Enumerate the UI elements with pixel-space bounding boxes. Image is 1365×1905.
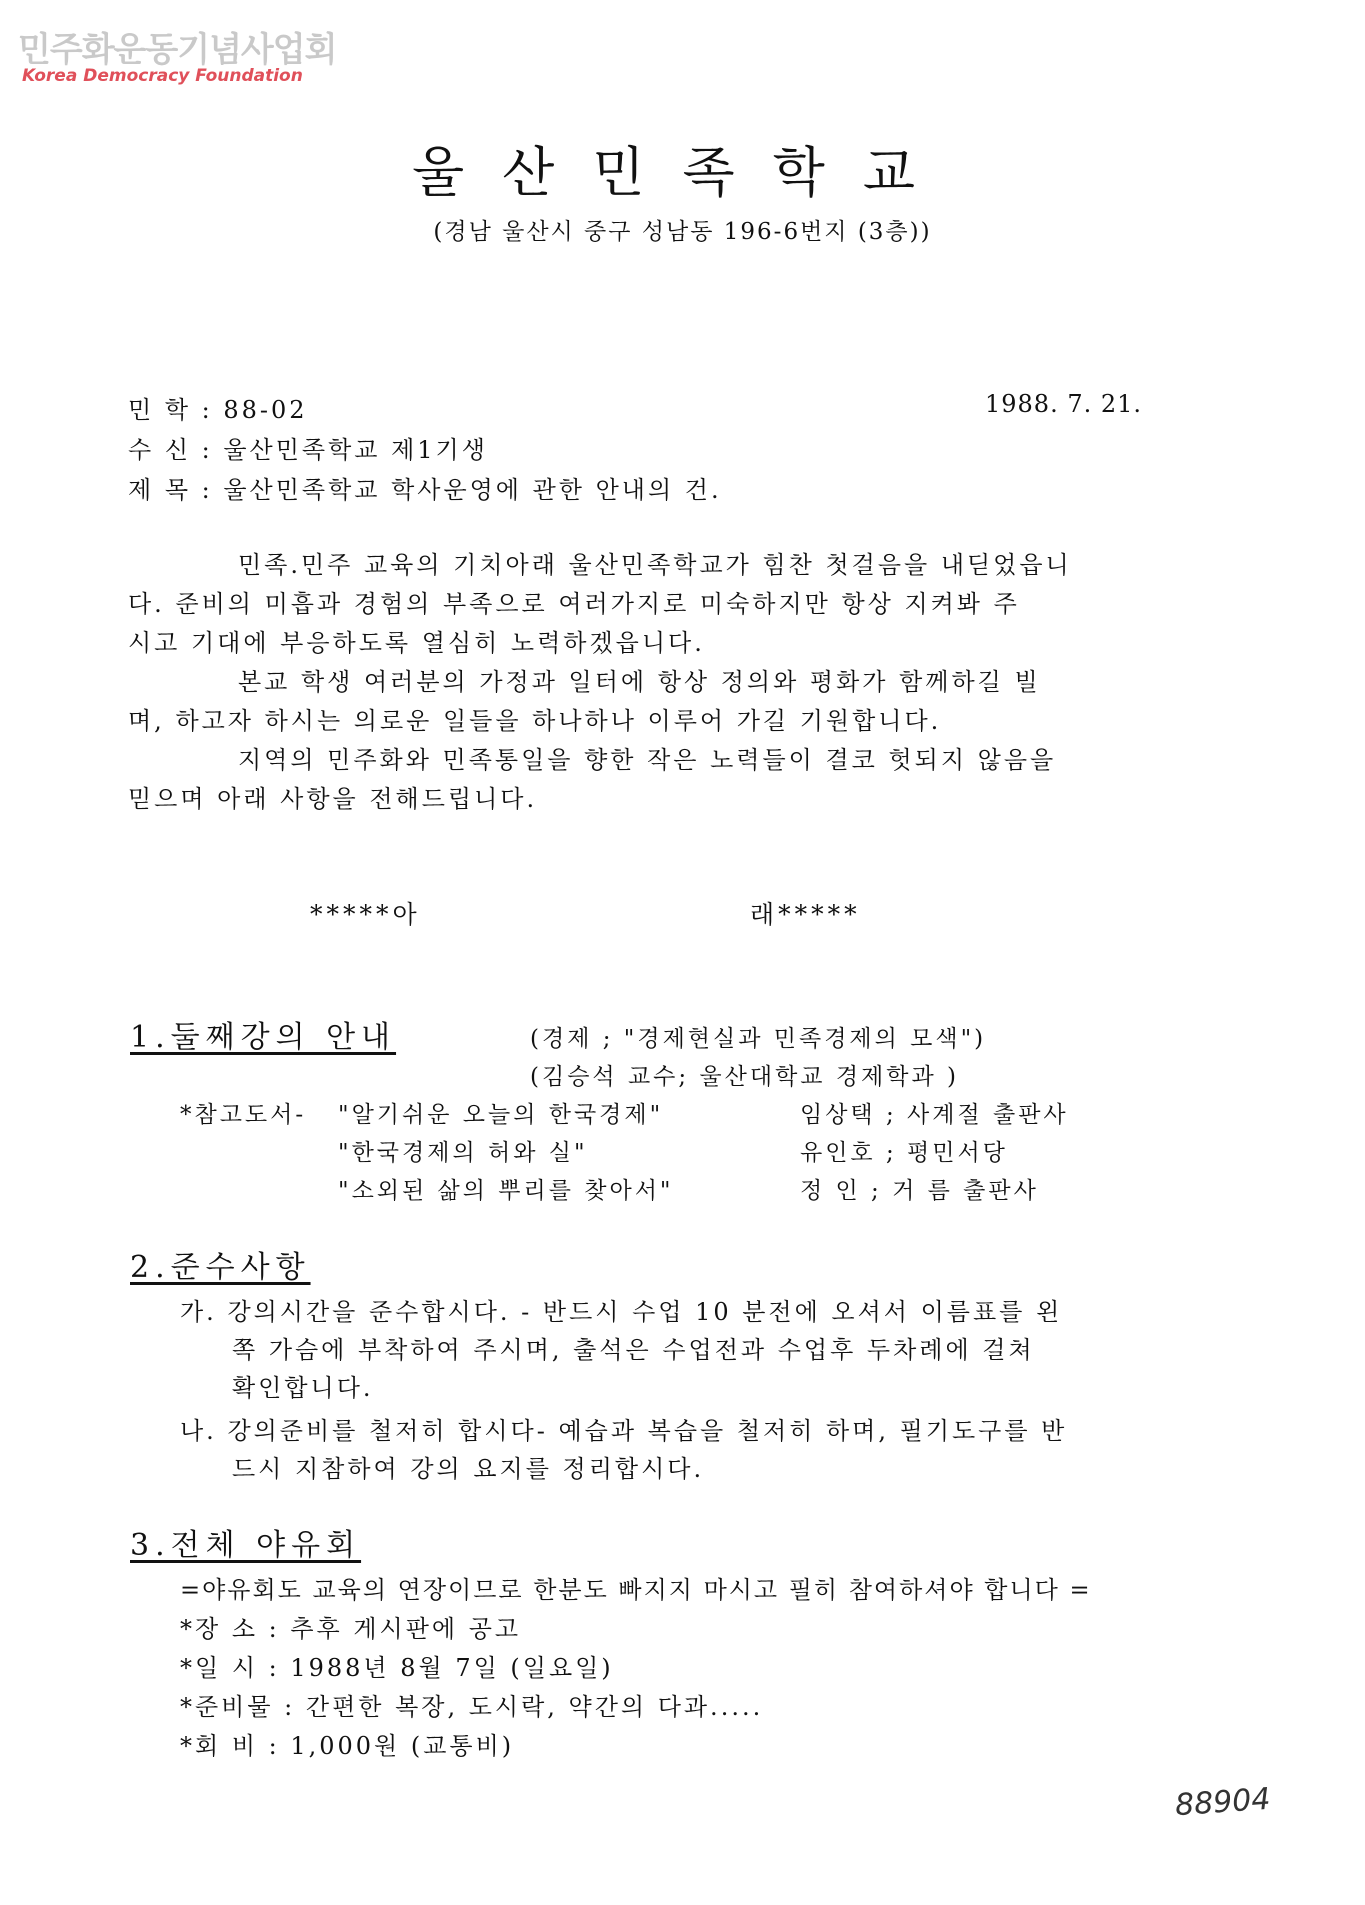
outing-detail: *회 비 : 1,000원 (교통비) — [180, 1732, 515, 1760]
reference-author: 임상택 ; 사계절 출판사 — [800, 1102, 1069, 1128]
watermark-logo-korean: 민주화운동기념사업회 — [18, 30, 337, 70]
notice-heading-right: 래***** — [750, 900, 861, 929]
document-title: 울산민족학교 — [412, 141, 953, 204]
reference-author: 유인호 ; 평민서당 — [800, 1140, 1008, 1166]
outing-detail: *장 소 : 추후 게시판에 공고 — [180, 1615, 522, 1643]
rule-line: 드시 지참하여 강의 요지를 정리합시다. — [232, 1455, 705, 1483]
document-subject: 제 목 : 울산민족학교 학사운영에 관한 안내의 건. — [128, 476, 722, 504]
outing-detail: *준비물 : 간편한 복장, 도시락, 약간의 다과..... — [180, 1693, 764, 1721]
references-label: *참고도서- — [180, 1102, 307, 1128]
reference-author: 정 인 ; 거 름 출판사 — [800, 1178, 1039, 1204]
document-recipient: 수 신 : 울산민족학교 제1기생 — [128, 436, 488, 464]
rule-line: 쪽 가슴에 부착하여 주시며, 출석은 수업전과 수업후 두차례에 걸쳐 — [232, 1336, 1035, 1364]
body-line: 지역의 민주화와 민족통일을 향한 작은 노력들이 결코 헛되지 않음을 — [238, 746, 1057, 774]
watermark-logo-english: Korea Democracy Foundation — [22, 66, 303, 86]
body-line: 믿으며 아래 사항을 전해드립니다. — [128, 785, 538, 813]
body-line: 시고 기대에 부응하도록 열심히 노력하겠읍니다. — [128, 629, 705, 657]
body-line: 며, 하고자 하시는 의로운 일들을 하나하나 이루어 가길 기원합니다. — [128, 707, 942, 735]
outing-notice: =야유회도 교육의 연장이므로 한분도 빠지지 마시고 필히 참여하셔야 합니다 = — [180, 1576, 1092, 1604]
reference-title: "한국경제의 허와 실" — [338, 1140, 588, 1166]
handwritten-archive-number: 88904 — [1173, 1781, 1272, 1824]
document-date: 1988. 7. 21. — [985, 390, 1143, 418]
reference-title: "소외된 삶의 뿌리를 찾아서" — [338, 1178, 674, 1204]
notice-heading-left: *****아 — [310, 900, 421, 929]
section-3-heading: 3.전체 야유회 — [130, 1528, 362, 1563]
document-address: (경남 울산시 중구 성남동 196-6번지 (3층)) — [433, 219, 932, 245]
rule-line: 가. 강의시간을 준수합시다. - 반드시 수업 10 분전에 오셔서 이름표를 왼 — [180, 1298, 1063, 1326]
body-line: 다. 준비의 미흡과 경험의 부족으로 여러가지로 미숙하지만 항상 지켜봐 주 — [128, 590, 1020, 618]
section-1-topic: (경제 ; "경제현실과 민족경제의 모색") — [530, 1026, 987, 1052]
section-1-lecturer: (김승석 교수; 울산대학교 경제학과 ) — [530, 1064, 959, 1090]
rule-line: 확인합니다. — [232, 1374, 374, 1402]
reference-title: "알기쉬운 오늘의 한국경제" — [338, 1102, 664, 1128]
section-2-heading: 2.준수사항 — [130, 1250, 311, 1285]
outing-detail: *일 시 : 1988년 8월 7일 (일요일) — [180, 1654, 614, 1682]
rule-line: 나. 강의준비를 철저히 합시다- 예습과 복습을 철저히 하며, 필기도구를 반 — [180, 1417, 1068, 1445]
section-1-heading: 1.둘째강의 안내 — [130, 1020, 397, 1055]
body-line: 본교 학생 여러분의 가정과 일터에 항상 정의와 평화가 함께하길 빌 — [238, 668, 1041, 696]
document-number: 민 학 : 88-02 — [128, 396, 308, 424]
body-line: 민족.민주 교육의 기치아래 울산민족학교가 힘찬 첫걸음을 내딛었읍니 — [238, 551, 1072, 579]
